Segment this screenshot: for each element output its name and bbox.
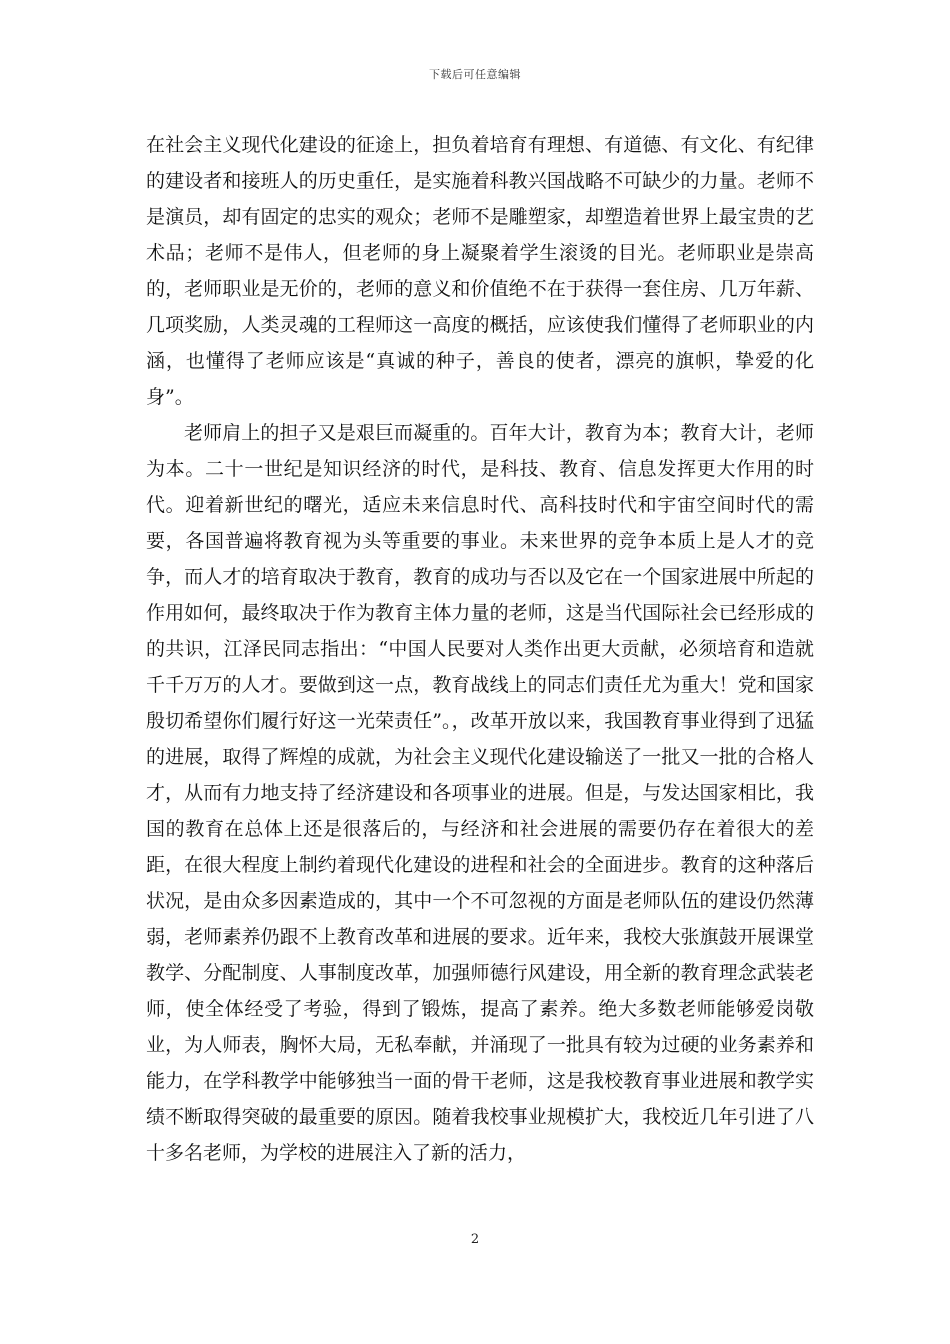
paragraph-2: 老师肩上的担子又是艰巨而凝重的。百年大计，教育为本；教育大计，老师为本。二十一世纪是知识经济的时代，是科技、教育、信息发挥更大作用的时代。迎着新世纪的曙光，适应未来信息时代、高科技时代和宇宙空间时代的需要，各国普遍将教育视为头等重要的事业。未来世界的竞争本质上是人才的竞争，而人才的培育取决于教育，教育的成功与否以及它在一个国家进展中所起的作用如何，最终取决于作为教育主体力量的老师，这是当代国际社会已经形成的的共识，江泽民同志指出：“中国人民要对人类作出更大贡献，必须培育和造就千千万万的人才。要做到这一点，教育战线上的同志们责任尤为重大！党和国家殷切希望你们履行好这一光荣责任”。，改革开放以来，我国教育事业得到了迅猛的进展，取得了辉煌的成就，为社会主义现代化建设输送了一批又一批的合格人才，从而有力地支持了经济建设和各项事业的进展。但是，与发达国家相比，我国的教育在总体上还是很落后的，与经济和社会进展的需要仍存在着很大的差距，在很大程度上制约着现代化建设的进程和社会的全面进步。教育的这种落后状况，是由众多因素造成的，其中一个不可忽视的方面是老师队伍的建设仍然薄弱，老师素养仍跟不上教育改革和进展的要求。近年来，我校大张旗鼓开展课堂教学、分配制度、人事制度改革，加强师德行风建设，用全新的教育理念武装老师，使全体经受了考验，得到了锻炼，提高了素养。绝大多数老师能够爱岗敬业，为人师表，胸怀大局，无私奉献，并涌现了一批具有较为过硬的业务素养和能力，在学科教学中能够独当一面的骨干老师，这是我校教育事业进展和教学实绩不断取得突破的最重要的原因。随着我校事业规模扩大，我校近几年引进了八十多名老师，为学校的进展注入了新的活力， [146, 422, 814, 1164]
page-number: 2 [470, 1232, 480, 1247]
paragraph-1: 在社会主义现代化建设的征途上，担负着培育有理想、有道德、有文化、有纪律的建设者和接班人的历史重任，是实施着科教兴国战略不可缺少的力量。老师不是演员，却有固定的忠实的观众；老师不是雕塑家，却塑造着世界上最宝贵的艺术品；老师不是伟人，但老师的身上凝聚着学生滚烫的目光。老师职业是崇高的，老师职业是无价的，老师的意义和价值绝不在于获得一套住房、几万年薪、几项奖励，人类灵魂的工程师这一高度的概括，应该使我们懂得了老师职业的内涵，也懂得了老师应该是“真诚的种子，善良的使者，漂亮的旗帜，挚爱的化身”。 [146, 134, 814, 408]
page-header: 下载后可任意编辑 [429, 68, 521, 81]
document-body [146, 127, 814, 1171]
